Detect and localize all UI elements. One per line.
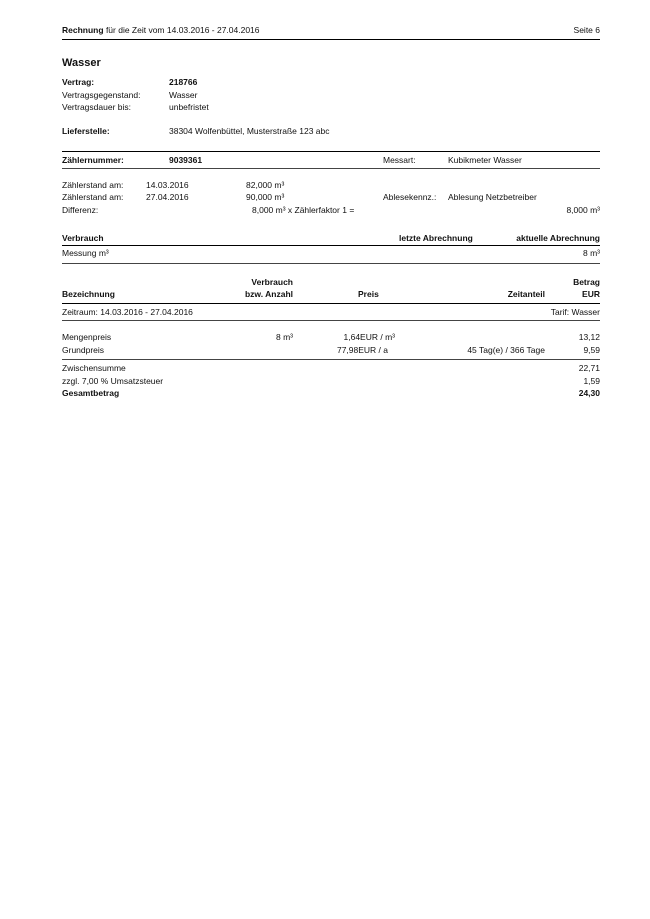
dauer-label: Vertragsdauer bis: [62, 102, 131, 112]
row-mengenpreis-menge: 8 m³ [276, 332, 293, 342]
lieferstelle-label: Lieferstelle: [62, 126, 110, 136]
zaehlernummer-label: Zählernummer: [62, 155, 124, 165]
zaehlerstand1-label: Zählerstand am: [62, 180, 124, 190]
zwischensumme-value: 22,71 [578, 363, 600, 373]
page-header-title [62, 25, 260, 36]
col-zeitanteil: Zeitanteil [507, 289, 545, 299]
meter-header-underline [62, 168, 600, 169]
header-prefix: Rechnung [62, 25, 104, 35]
col-betrag-1: Betrag [573, 277, 600, 287]
letzte-abrechnung: letzte Abrechnung [399, 233, 473, 243]
row-mengenpreis-preis: 1,64EUR / m³ [343, 332, 395, 342]
messung-label: Messung m³ [62, 248, 109, 258]
zwischensumme-label: Zwischensumme [62, 363, 126, 373]
row-mengenpreis-name: Mengenpreis [62, 332, 112, 342]
ust-label: zzgl. 7,00 % Umsatzsteuer [62, 376, 164, 386]
row-grundpreis-betrag: 9,59 [583, 345, 600, 355]
gegenstand-value: Wasser [169, 90, 198, 100]
vertrag-value: 218766 [169, 77, 198, 87]
row-grundpreis-preis: 77,98EUR / a [336, 345, 388, 355]
verbrauch-header: Verbrauch [62, 233, 104, 243]
header-divider [62, 39, 600, 40]
col-preis: Preis [358, 289, 379, 299]
header-period: für die Zeit vom 14.03.2016 - 27.04.2016 [105, 25, 260, 35]
invoice-page [62, 0, 600, 919]
differenz-calc: 8,000 m³ x Zählerfaktor 1 = [252, 205, 355, 215]
row-mengenpreis-betrag: 13,12 [578, 332, 600, 342]
dauer-value: unbefristet [169, 102, 209, 112]
verbrauch-divider [62, 245, 600, 246]
differenz-label: Differenz: [62, 205, 99, 215]
messung-value: 8 m³ [583, 248, 600, 258]
zaehlerstand1-value: 82,000 m³ [246, 180, 285, 190]
rows-divider [62, 359, 600, 360]
messart-label: Messart: [383, 155, 416, 165]
row-grundpreis-zeit: 45 Tag(e) / 366 Tage [467, 345, 545, 355]
zaehlerstand2-label: Zählerstand am: [62, 192, 124, 202]
col-betrag-2: EUR [582, 289, 600, 299]
row-grundpreis-name: Grundpreis [62, 345, 105, 355]
differenz-total: 8,000 m³ [566, 205, 600, 215]
zaehlerstand1-date: 14.03.2016 [146, 180, 189, 190]
ablesekennz-value: Ablesung Netzbetreiber [448, 192, 537, 202]
tarif: Tarif: Wasser [550, 307, 600, 317]
zaehlerstand2-value: 90,000 m³ [246, 192, 285, 202]
col-bezeichnung: Bezeichnung [62, 289, 115, 299]
section-title: Wasser [62, 57, 101, 69]
zaehlernummer-value: 9039361 [169, 155, 203, 165]
col-verbrauch-2: bzw. Anzahl [244, 289, 293, 299]
messart-value: Kubikmeter Wasser [448, 155, 522, 165]
gesamt-value: 24,30 [578, 388, 600, 398]
verbrauch-bottom-divider [62, 263, 600, 264]
zeitraum: Zeitraum: 14.03.2016 - 27.04.2016 [62, 307, 193, 317]
lieferstelle-value: 38304 Wolfenbüttel, Musterstraße 123 abc [169, 126, 330, 136]
gesamt-label: Gesamtbetrag [62, 388, 120, 398]
aktuelle-abrechnung: aktuelle Abrechnung [516, 233, 600, 243]
vertrag-label: Vertrag: [62, 77, 95, 87]
meter-divider [62, 151, 600, 152]
table-header-divider [62, 303, 600, 304]
gegenstand-label: Vertragsgegenstand: [62, 90, 141, 100]
ust-value: 1,59 [583, 376, 600, 386]
col-verbrauch-1: Verbrauch [251, 277, 293, 287]
zeitraum-divider [62, 320, 600, 321]
ablesekennz-label: Ablesekennz.: [383, 192, 437, 202]
page-number: Seite 6 [573, 25, 600, 35]
zaehlerstand2-date: 27.04.2016 [146, 192, 189, 202]
